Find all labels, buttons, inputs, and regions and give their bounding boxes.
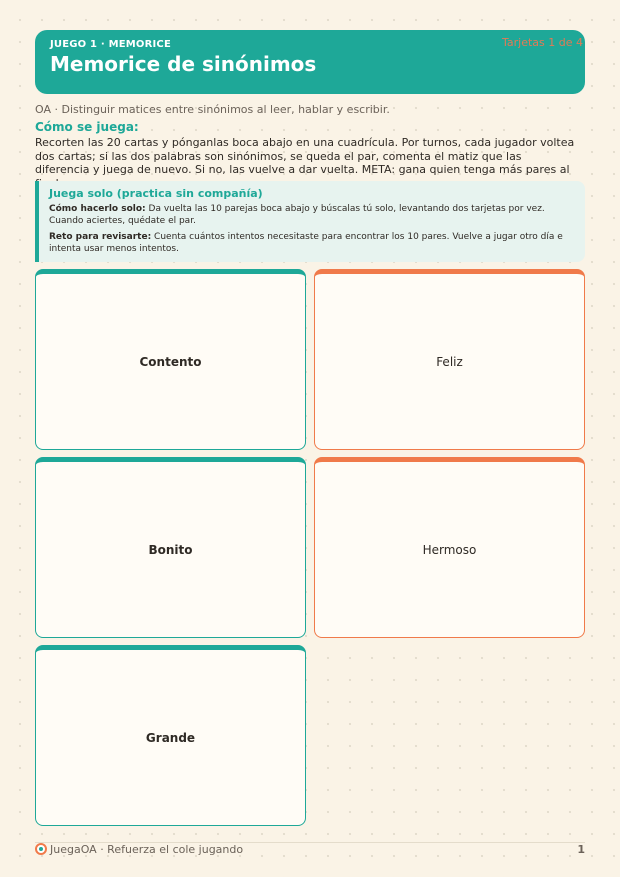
card-word: Contento [139,354,202,369]
card-bonito [35,457,306,638]
card-feliz [314,269,585,450]
footer-brand: JuegaOA · Refuerza el cole jugando [50,843,244,856]
cards-tag: Tarjetas 1 de 4 [501,36,583,49]
logo-icon [35,843,47,855]
solo-box [35,181,585,262]
solo-title: Juega solo (practica sin compañía) [49,187,263,200]
game-header [35,30,585,94]
solo-challenge-text: Cuenta cuántos intentos necesitaste para encontrar los 10 pares. Vuelve a jugar otro día e intenta usar menos intentos. [49,232,563,254]
solo-how-text: Da vuelta las 10 parejas boca abajo y búscalas tú solo, levantando dos tarjetas por vez. Cuando aciertes, quédate el par. [49,204,545,226]
card-word: Feliz [436,354,463,369]
learning-objective: OA · Distinguir matices entre sinónimos al leer, hablar y escribir. [35,103,390,116]
page-number: 1 [577,843,585,856]
game-kicker: JUEGO 1 · MEMORICE [50,39,172,50]
solo-challenge [49,231,573,255]
card-word: Hermoso [422,542,477,557]
howto-text: Recorten las 20 cartas y pónganlas boca abajo en una cuadrícula. Por turnos, cada jugador voltea dos cartas; si las dos palabras son sinónimos, se queda el par, comenta el matiz que las diferencia y juega de nuevo. Si no, las vuelve a dar vuelta. META: gana quien tenga más pares al [35,136,575,176]
card-contento [35,269,306,450]
card-hermoso [314,457,585,638]
howto-heading: Cómo se juega: [35,120,139,134]
solo-challenge-label: Reto para revisarte: [49,232,152,242]
card-word: Grande [145,730,196,745]
solo-how [49,203,573,227]
solo-how-label: Cómo hacerlo solo: [49,204,146,214]
page-title: Memorice de sinónimos [50,52,317,76]
card-word: Bonito [148,542,193,557]
card-grande [35,645,306,826]
